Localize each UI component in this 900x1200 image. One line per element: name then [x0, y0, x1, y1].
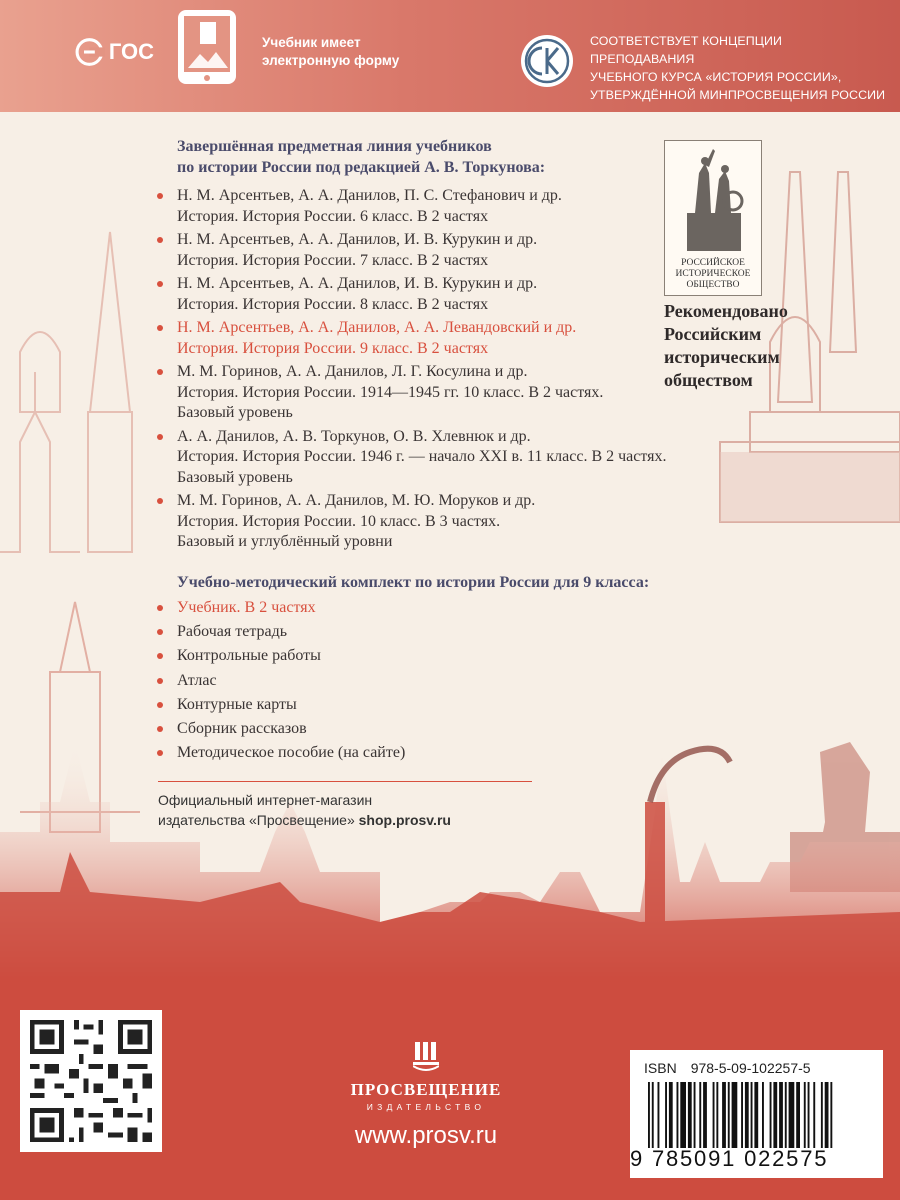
book-level: Базовый уровень — [177, 468, 293, 486]
concept-line3: УТВЕРЖДЁННОЙ МИНПРОСВЕЩЕНИЯ РОССИИ — [590, 88, 886, 102]
bullet-icon — [157, 750, 163, 756]
ebook-note — [262, 34, 482, 70]
shop-info — [158, 790, 451, 830]
barcode-bar — [741, 1082, 743, 1148]
barcode-bar — [665, 1082, 667, 1148]
bullet-icon — [157, 193, 163, 199]
list-item — [157, 671, 405, 691]
barcode-bar — [825, 1082, 829, 1148]
bullet-icon — [157, 678, 163, 684]
barcode-bar — [808, 1082, 810, 1148]
ebook-note-line2: электронную форму — [262, 53, 400, 68]
rio-card-line2: ИСТОРИЧЕСКОЕ — [675, 269, 751, 279]
fgos-label: ГОС — [108, 39, 154, 64]
recommended-text — [664, 300, 844, 392]
bullet-icon — [157, 237, 163, 243]
barcode-bar — [669, 1082, 673, 1148]
list-item — [157, 491, 717, 553]
barcode-bar — [722, 1082, 726, 1148]
barcode-bar — [713, 1082, 715, 1148]
book-title: История. История России. 1914—1945 гг. 10 класс. В 2 частях. — [177, 383, 604, 401]
series-heading — [177, 136, 545, 178]
publisher-url[interactable]: www.prosv.ru — [354, 1122, 498, 1149]
recommended-line1: Рекомендовано — [664, 301, 788, 321]
monument-icon — [665, 143, 761, 253]
isbn-label: ISBN — [644, 1060, 677, 1076]
list-item-current — [157, 598, 405, 618]
barcode-bar — [762, 1082, 764, 1148]
barcode-bar — [770, 1082, 772, 1148]
publisher-sub: ИЗДАТЕЛЬСТВО — [366, 1102, 486, 1112]
barcode-bar — [796, 1082, 800, 1148]
bullet-icon — [157, 325, 163, 331]
barcode-bar — [677, 1082, 679, 1148]
barcode-bar — [804, 1082, 806, 1148]
series-heading-line1: Завершённая предметная линия учебников — [177, 138, 492, 155]
bullet-icon — [157, 726, 163, 732]
book-title: История. История России. 10 класс. В 3 частях. — [177, 512, 501, 530]
book-title: История. История России. 1946 г. — начало XXI в. 11 класс. В 2 частях. — [177, 448, 667, 465]
barcode-bar — [728, 1082, 730, 1148]
bullet-icon — [157, 434, 163, 440]
isbn-value: 978-5-09-102257-5 — [690, 1060, 811, 1076]
barcode-bar — [745, 1082, 749, 1148]
prosveshchenie-logo-icon — [413, 1042, 439, 1072]
kit-item-label: Контрольные работы — [177, 647, 321, 665]
book-title: История. История России. 7 класс. В 2 частях — [177, 251, 489, 269]
kit-item-label: Контурные карты — [177, 695, 297, 713]
series-heading-line2: по истории России под редакцией А. В. Торкунова: — [177, 159, 546, 176]
list-item — [157, 186, 717, 227]
isbn-line — [644, 1060, 811, 1076]
barcode-bar — [751, 1082, 753, 1148]
rio-card — [664, 140, 762, 296]
list-item — [157, 427, 717, 489]
book-authors: М. М. Горинов, А. А. Данилов, Л. Г. Косулина и др. — [177, 363, 528, 380]
bullet-icon — [157, 702, 163, 708]
book-level: Базовый и углублённый уровни — [177, 533, 393, 550]
list-item — [157, 646, 405, 666]
bullet-icon — [157, 281, 163, 287]
list-item — [157, 230, 717, 271]
barcode-bar — [694, 1082, 696, 1148]
bullet-icon — [157, 653, 163, 659]
barcode-bar — [658, 1082, 660, 1148]
kit-item-label: Атлас — [177, 671, 217, 689]
bullet-icon — [157, 369, 163, 375]
top-banner — [0, 0, 900, 112]
book-authors: Н. М. Арсентьев, А. А. Данилов, П. С. Стефанович и др. — [177, 187, 562, 204]
rio-card-line3: ОБЩЕСТВО — [686, 280, 740, 290]
barcode-bar — [813, 1082, 815, 1148]
fgos-logo — [74, 30, 154, 74]
book-level: Базовый уровень — [177, 404, 293, 421]
kit-item-label: Учебник. В 2 частях — [177, 599, 316, 616]
book-authors: Н. М. Арсентьев, А. А. Данилов, А. А. Левандовский и др. — [177, 319, 577, 336]
book-authors: М. М. Горинов, А. А. Данилов, М. Ю. Моруков и др. — [177, 492, 536, 509]
tablet-icon — [176, 8, 238, 86]
barcode-bar — [779, 1082, 783, 1148]
recommended-line3: историческим — [664, 347, 780, 367]
book-authors: Н. М. Арсентьев, А. А. Данилов, И. В. Курукин и др. — [177, 231, 538, 248]
list-item — [157, 743, 405, 763]
concept-note — [590, 32, 890, 104]
list-item — [157, 719, 405, 739]
barcode-bar — [773, 1082, 777, 1148]
concept-line1: СООТВЕТСТВУЕТ КОНЦЕПЦИИ ПРЕПОДАВАНИЯ — [590, 34, 783, 66]
book-authors: Н. М. Арсентьев, А. А. Данилов, И. В. Курукин и др. — [177, 275, 538, 292]
book-title: История. История России. 9 класс. В 2 частях — [177, 339, 489, 357]
rio-card-line1: РОССИЙСКОЕ — [681, 258, 745, 268]
barcode-bar — [716, 1082, 718, 1148]
divider — [158, 781, 532, 782]
fgos-emblem-icon — [74, 32, 105, 72]
list-item — [157, 362, 717, 424]
kit-item-label: Сборник рассказов — [177, 719, 307, 737]
kit-item-label: Методическое пособие (на сайте) — [177, 744, 406, 762]
barcode-bar — [732, 1082, 738, 1148]
shop-line1: Официальный интернет-магазин — [158, 792, 373, 808]
list-item-current — [157, 318, 717, 359]
book-title: История. История России. 6 класс. В 2 частях — [177, 207, 489, 225]
book-title: История. История России. 8 класс. В 2 частях — [177, 295, 489, 313]
barcode-bar — [703, 1082, 707, 1148]
kit-item-label: Рабочая тетрадь — [177, 623, 288, 641]
barcode-bar — [789, 1082, 795, 1148]
book-authors: А. А. Данилов, А. В. Торкунов, О. В. Хлевнюк и др. — [177, 427, 531, 445]
qr-code-icon[interactable] — [20, 1010, 162, 1152]
list-item — [157, 274, 717, 315]
rio-card-text — [665, 258, 761, 291]
barcode-bar — [821, 1082, 823, 1148]
barcode-icon — [648, 1082, 872, 1148]
isbn-barcode — [630, 1050, 883, 1178]
barcode-bar — [699, 1082, 701, 1148]
kit-heading: Учебно-методический комплект по истории России для 9 класса: — [177, 574, 650, 591]
list-item — [157, 622, 405, 642]
bullet-icon — [157, 629, 163, 635]
barcode-bar — [785, 1082, 787, 1148]
bullet-icon — [157, 605, 163, 611]
rio-recommendation — [664, 140, 844, 392]
barcode-bar — [680, 1082, 686, 1148]
recommended-line2: Российским — [664, 324, 762, 344]
barcode-bar — [652, 1082, 654, 1148]
book-list — [157, 186, 717, 556]
recommended-line4: обществом — [664, 370, 753, 390]
kit-list — [157, 598, 405, 767]
concept-line2: УЧЕБНОГО КУРСА «ИСТОРИЯ РОССИИ», — [590, 70, 842, 84]
barcode-digits: 9 785091 022575 — [630, 1146, 829, 1171]
barcode-bar — [688, 1082, 692, 1148]
publisher-name: ПРОСВЕЩЕНИЕ — [350, 1080, 502, 1099]
rio-badge-icon — [520, 34, 574, 88]
barcode-bar — [754, 1082, 758, 1148]
list-item — [157, 695, 405, 715]
barcode-bar — [648, 1082, 650, 1148]
bullet-icon — [157, 498, 163, 504]
shop-link[interactable]: shop.prosv.ru — [358, 812, 451, 828]
ebook-note-line1: Учебник имеет — [262, 35, 361, 50]
shop-line2-prefix: издательства «Просвещение» — [158, 812, 359, 828]
barcode-bar — [830, 1082, 832, 1148]
shop-line2 — [158, 810, 451, 830]
